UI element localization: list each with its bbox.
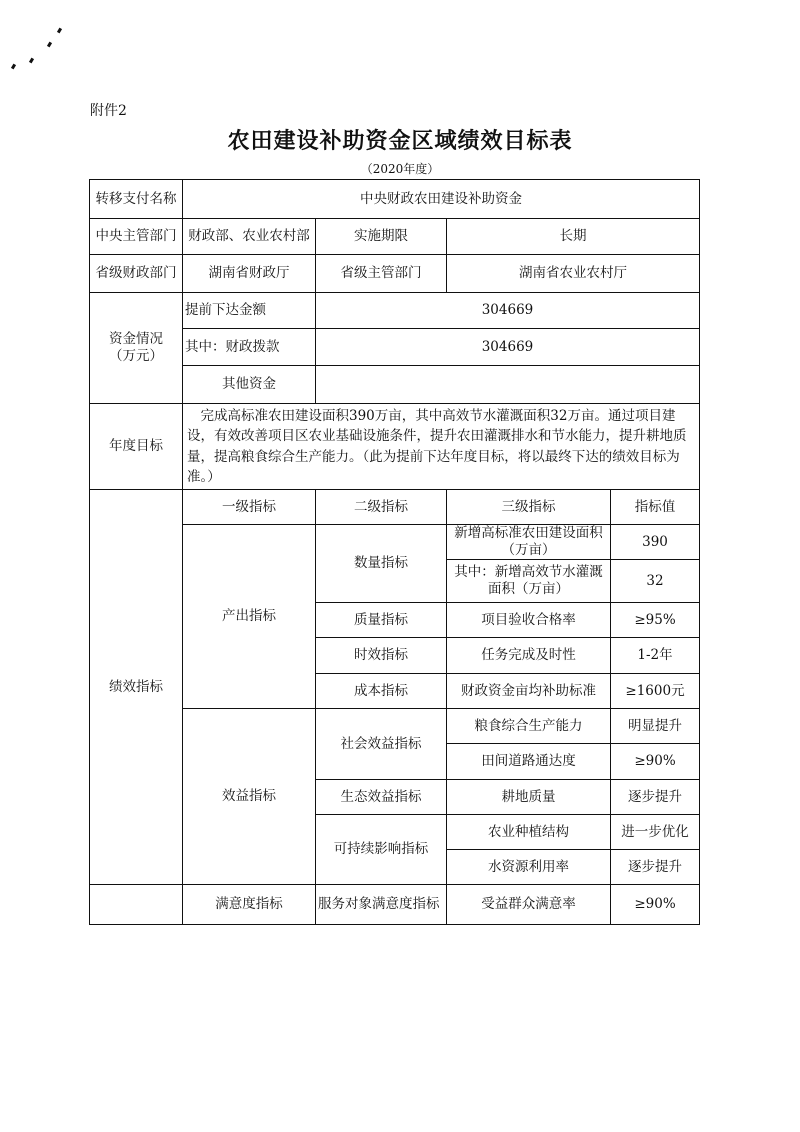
header-value: 指标值 (611, 490, 700, 525)
fiscal-label: 其中：财政拨款 (183, 329, 316, 366)
level1-output: 产出指标 (183, 525, 316, 709)
indicator-value: ≥1600元 (611, 674, 700, 709)
level2-sustainable: 可持续影响指标 (316, 815, 447, 885)
annual-goal-label: 年度目标 (90, 404, 183, 490)
document-title: 农田建设补助资金区域绩效目标表 (227, 129, 573, 154)
indicator-name: 财政资金亩均补助标准 (447, 674, 611, 709)
prov-dept-value: 湖南省农业农村厅 (447, 255, 700, 293)
performance-label: 绩效指标 (90, 490, 183, 885)
indicator-value: 390 (611, 525, 700, 560)
fiscal-value: 304669 (316, 329, 700, 366)
header-level3: 三级指标 (447, 490, 611, 525)
indicator-value: 逐步提升 (611, 850, 700, 885)
level2-cost: 成本指标 (316, 674, 447, 709)
header-level1: 一级指标 (183, 490, 316, 525)
scan-speck (29, 58, 34, 64)
level1-satisfaction: 满意度指标 (183, 885, 316, 925)
transfer-label: 转移支付名称 (90, 180, 183, 219)
other-value (316, 366, 700, 404)
level2-quality: 质量指标 (316, 603, 447, 638)
funds-label: 资金情况（万元） (90, 293, 183, 404)
level2-ecological: 生态效益指标 (316, 780, 447, 815)
indicator-name: 水资源利用率 (447, 850, 611, 885)
indicator-value: 进一步优化 (611, 815, 700, 850)
indicator-name: 耕地质量 (447, 780, 611, 815)
indicator-value: ≥95% (611, 603, 700, 638)
indicator-name: 新增高标准农田建设面积（万亩） (447, 525, 611, 560)
indicator-name: 任务完成及时性 (447, 638, 611, 674)
indicator-name: 项目验收合格率 (447, 603, 611, 638)
prov-finance-label: 省级财政部门 (90, 255, 183, 293)
indicator-value: 32 (611, 560, 700, 603)
prov-finance-value: 湖南省财政厅 (183, 255, 316, 293)
indicator-value: ≥90% (611, 885, 700, 925)
indicator-value: ≥90% (611, 744, 700, 780)
attachment-label: 附件2 (90, 103, 127, 119)
level2-service-satisfaction: 服务对象满意度指标 (316, 885, 447, 925)
indicator-name: 受益群众满意率 (447, 885, 611, 925)
header-level2: 二级指标 (316, 490, 447, 525)
level1-benefit: 效益指标 (183, 709, 316, 885)
scan-speck (47, 42, 52, 48)
scan-speck (57, 28, 62, 34)
central-dept-value: 财政部、农业农村部 (183, 219, 316, 255)
transfer-value: 中央财政农田建设补助资金 (183, 180, 700, 219)
indicator-value: 逐步提升 (611, 780, 700, 815)
indicator-name: 农业种植结构 (447, 815, 611, 850)
annual-goal-text: 完成高标准农田建设面积390万亩，其中高效节水灌溉面积32万亩。通过项目建设，有效改善项目区农业基础设施条件，提升农田灌溉排水和节水能力，提升耕地质量，提高粮食综合生产能力。（此为提前下达年度目标，将以最终下达的绩效目标为准。） (183, 404, 700, 490)
advance-label: 提前下达金额 (183, 293, 316, 329)
level2-social: 社会效益指标 (316, 709, 447, 780)
indicator-value: 1-2年 (611, 638, 700, 674)
central-dept-label: 中央主管部门 (90, 219, 183, 255)
advance-value: 304669 (316, 293, 700, 329)
indicator-value: 明显提升 (611, 709, 700, 744)
indicator-name: 田间道路通达度 (447, 744, 611, 780)
indicator-name: 粮食综合生产能力 (447, 709, 611, 744)
indicator-name: 其中：新增高效节水灌溉面积（万亩） (447, 560, 611, 603)
period-label: 实施期限 (316, 219, 447, 255)
scan-speck (11, 64, 16, 70)
other-label: 其他资金 (183, 366, 316, 404)
level2-quantity: 数量指标 (316, 525, 447, 603)
prov-dept-label: 省级主管部门 (316, 255, 447, 293)
level2-timeliness: 时效指标 (316, 638, 447, 674)
document-year: （2020年度） (360, 162, 440, 176)
period-value: 长期 (447, 219, 700, 255)
performance-goal-table (89, 179, 700, 925)
